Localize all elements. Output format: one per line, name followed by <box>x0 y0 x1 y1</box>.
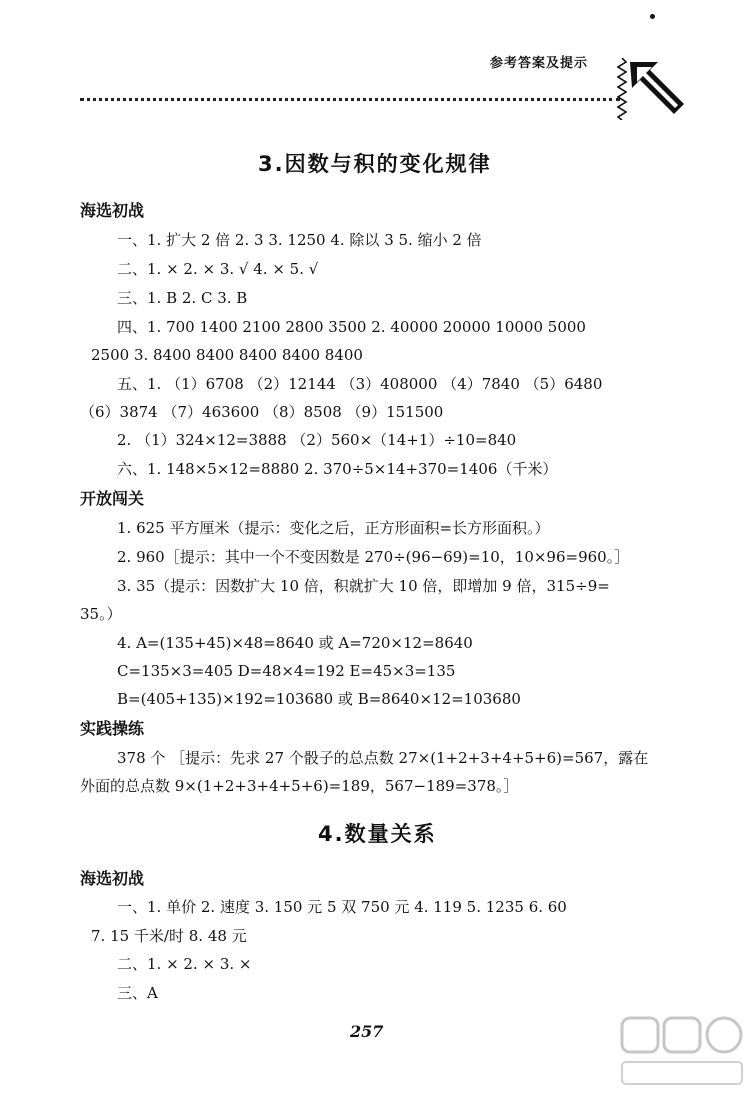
answer-line: 35。） <box>80 605 122 623</box>
watermark-logo <box>618 1012 748 1090</box>
answer-line: 1. 625 平方厘米（提示：变化之后，正方形面积=长方形面积。） <box>117 519 550 537</box>
subsection-heading: 开放闯关 <box>80 489 145 508</box>
page-number: 257 <box>350 1022 384 1041</box>
subsection-heading: 实践操练 <box>80 719 145 738</box>
header-dotted-rule <box>80 98 620 101</box>
answer-line: 2500 3. 8400 8400 8400 8400 8400 <box>91 346 363 364</box>
answer-line: 378 个 ［提示：先求 27 个骰子的总点数 27×(1+2+3+4+5+6)=567，露在 <box>117 749 649 767</box>
answer-line: 二、1. × 2. × 3. √ 4. × 5. √ <box>117 260 319 278</box>
subsection-heading: 海选初战 <box>80 201 145 220</box>
answer-line: 7. 15 千米/时 8. 48 元 <box>91 927 247 945</box>
answer-line: 三、A <box>117 984 158 1002</box>
answer-line: 3. 35（提示：因数扩大 10 倍，积就扩大 10 倍，即增加 9 倍，315÷9= <box>117 577 610 595</box>
answer-line: 4. A=(135+45)×48=8640 或 A=720×12=8640 <box>117 634 473 652</box>
answer-line: 六、1. 148×5×12=8880 2. 370÷5×14+370=1406（千米） <box>117 460 558 478</box>
answer-line: 外面的总点数 9×(1+2+3+4+5+6)=189，567−189=378。］ <box>80 777 519 795</box>
section-title: 4.数量关系 <box>318 822 437 846</box>
answer-line: 五、1. （1）6708 （2）12144 （3）408000 （4）7840 （5）6480 <box>117 375 603 393</box>
answer-line: （6）3874 （7）463600 （8）8508 （9）151500 <box>80 403 444 421</box>
arrow-icon <box>628 58 688 118</box>
answer-line: 2. 960［提示：其中一个不变因数是 270÷(96−69)=10，10×96=960。］ <box>117 548 630 566</box>
answer-line: B=(405+135)×192=103680 或 B=8640×12=103680 <box>117 690 521 708</box>
answer-line: C=135×3=405 D=48×4=192 E=45×3=135 <box>117 662 456 680</box>
zigzag-divider <box>617 58 627 120</box>
answer-line: 三、1. B 2. C 3. B <box>117 289 248 307</box>
header-title: 参考答案及提示 <box>490 56 589 71</box>
subsection-heading: 海选初战 <box>80 869 145 888</box>
section-title: 3.因数与积的变化规律 <box>258 152 492 176</box>
corner-dot <box>650 14 655 19</box>
answer-line: 二、1. × 2. × 3. × <box>117 955 252 973</box>
answer-line: 一、1. 单价 2. 速度 3. 150 元 5 双 750 元 4. 119 5. 1235 6. 60 <box>117 898 567 916</box>
answer-line: 2. （1）324×12=3888 （2）560×（14+1）÷10=840 <box>117 431 517 449</box>
answer-line: 一、1. 扩大 2 倍 2. 3 3. 1250 4. 除以 3 5. 缩小 2 倍 <box>117 231 482 249</box>
answer-line: 四、1. 700 1400 2100 2800 3500 2. 40000 20000 10000 5000 <box>117 318 586 336</box>
